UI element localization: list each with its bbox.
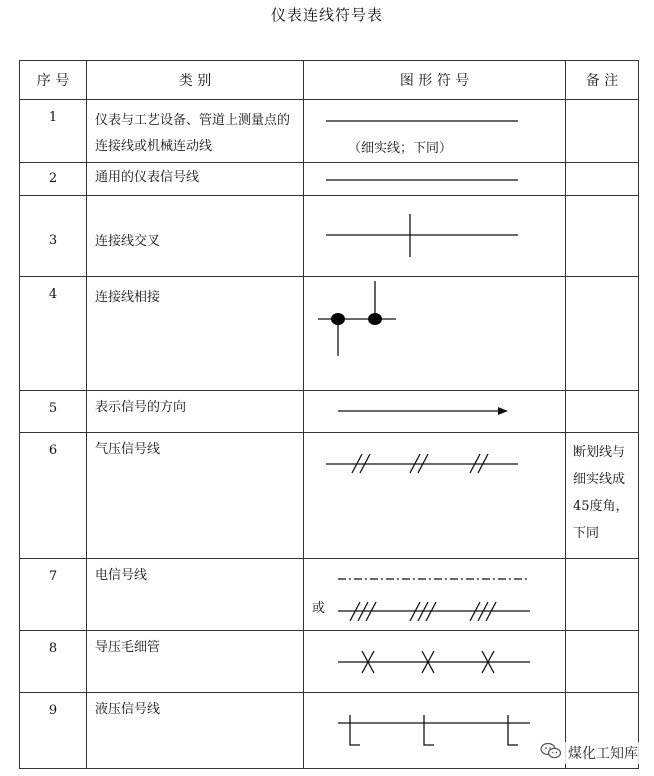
arrow-graphic	[304, 391, 566, 433]
header-category: 类 别	[87, 61, 304, 100]
row-category: 气压信号线	[87, 433, 304, 559]
row-no: 1	[20, 100, 87, 163]
symbol-or-label: 或	[312, 601, 326, 616]
table-header-row	[20, 61, 639, 100]
watermark	[538, 742, 640, 764]
row-no: 5	[20, 391, 87, 433]
row-note	[566, 391, 639, 433]
table-row	[20, 391, 639, 433]
row-no: 9	[20, 693, 87, 769]
crossing-graphic	[304, 196, 566, 277]
row-note	[566, 163, 639, 196]
row-note	[566, 277, 639, 391]
row-category: 通用的仪表信号线	[87, 163, 304, 196]
row-note	[566, 631, 639, 693]
symbol-caption: （细实线；下同）	[348, 141, 453, 156]
header-note: 备 注	[566, 61, 639, 100]
symbol-electric-signal	[304, 559, 566, 631]
row-no: 2	[20, 163, 87, 196]
row-no: 3	[20, 196, 87, 277]
row-note	[566, 196, 639, 277]
row-category: 电信号线	[87, 559, 304, 631]
symbol-signal-line	[304, 163, 566, 196]
watermark-text: 煤化工知库	[568, 746, 638, 762]
symbol-pneumatic-signal	[304, 433, 566, 559]
row-note	[566, 559, 639, 631]
row-no: 8	[20, 631, 87, 693]
row-category: 液压信号线	[87, 693, 304, 769]
symbol-line-junction	[304, 277, 566, 391]
header-symbol: 图 形 符 号	[304, 61, 566, 100]
row-note: 断划线与细实线成45度角，下同	[566, 433, 639, 559]
symbol-signal-direction	[304, 391, 566, 433]
symbol-table	[19, 60, 639, 769]
symbol-capillary-tube	[304, 631, 566, 693]
table-row	[20, 163, 639, 196]
symbol-line-crossing	[304, 196, 566, 277]
table-row	[20, 277, 639, 391]
page-title: 仪表连线符号表	[270, 6, 383, 24]
table-row	[20, 631, 639, 693]
row-no: 7	[20, 559, 87, 631]
row-note	[566, 100, 639, 163]
row-category: 表示信号的方向	[87, 391, 304, 433]
header-no: 序 号	[20, 61, 87, 100]
table-row	[20, 100, 639, 163]
electric-graphic	[304, 559, 566, 631]
junction-graphic	[304, 277, 566, 391]
pneumatic-graphic	[304, 433, 566, 559]
symbol-hydraulic-signal	[304, 693, 566, 769]
table-row	[20, 433, 639, 559]
row-no: 6	[20, 433, 87, 559]
capillary-graphic	[304, 631, 566, 693]
row-category: 连接线相接	[87, 277, 304, 391]
row-category: 仪表与工艺设备、管道上测量点的连接线或机械连动线	[87, 100, 304, 163]
row-no: 4	[20, 277, 87, 391]
wechat-icon	[540, 742, 562, 764]
signal-line-graphic	[304, 163, 566, 196]
hydraulic-graphic	[304, 693, 566, 769]
table-row	[20, 559, 639, 631]
symbol-thin-solid-line	[304, 100, 566, 163]
row-category: 连接线交叉	[87, 196, 304, 277]
table-row	[20, 196, 639, 277]
row-category: 导压毛细管	[87, 631, 304, 693]
